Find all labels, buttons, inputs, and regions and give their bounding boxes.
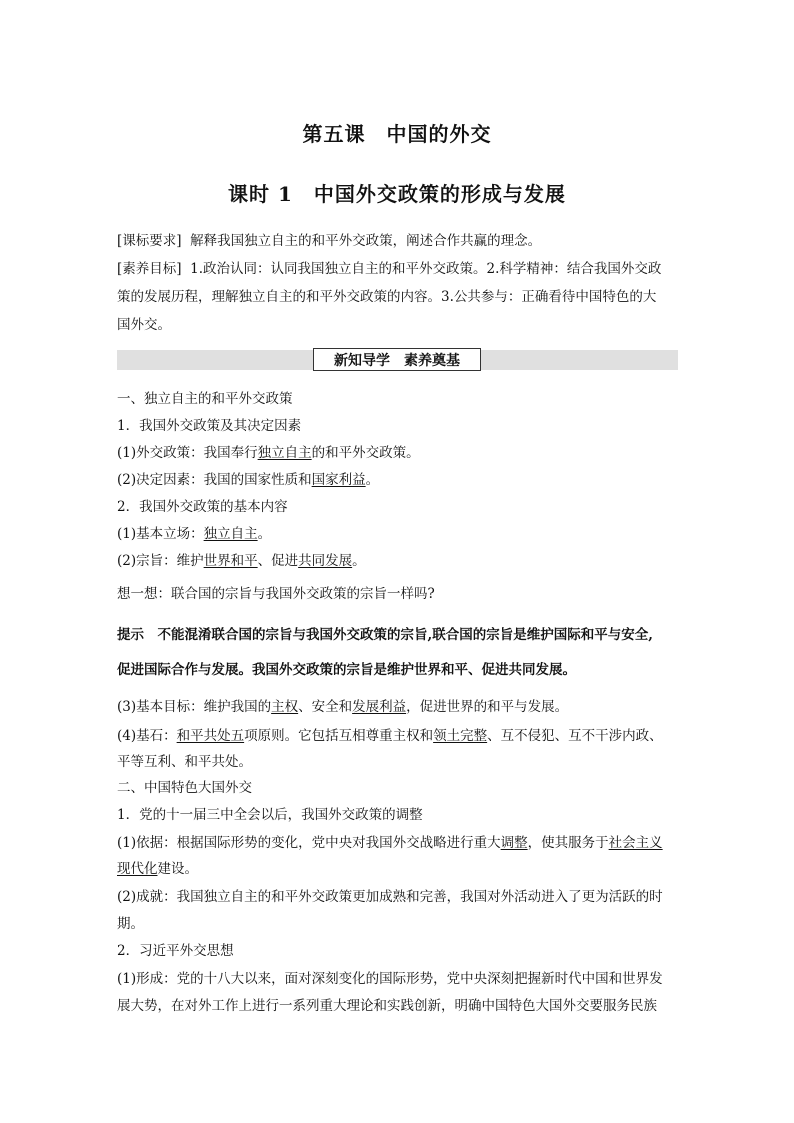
formation-line-2: 展大势，在对外工作上进行一系列重大理论和实践创新，明确中国特色大国外交要服务民族: [117, 998, 657, 1014]
blank-answer: 国家利益: [311, 472, 366, 488]
literacy-text-1: 1.政治认同：认同我国独立自主的和平外交政策。2.科学精神：结合我国外交政: [190, 261, 662, 277]
text: ，促进世界的和平与发展。: [406, 699, 569, 715]
lesson-title: 第五课 中国的外交: [302, 122, 492, 146]
curriculum-tag: [课标要求]: [117, 233, 182, 249]
blank-answer: 独立自主: [257, 445, 312, 461]
curriculum-requirement: [117, 231, 679, 251]
text: 项原则。它包括互相尊重主权和: [244, 728, 434, 744]
blank-answer: 世界和平: [203, 553, 258, 569]
text: 建设。: [157, 861, 198, 877]
banner-left-label: 新知导学: [334, 352, 390, 369]
text: (1)基本立场：: [117, 526, 204, 542]
text: 、互不侵犯、互不干涉内政、: [487, 728, 663, 744]
text: 的和平外交政策。: [311, 445, 420, 461]
formation-line-1: (1)形成：党的十八大以来，面对深刻变化的国际形势，党中央深刻把握新时代中国和世界发: [117, 971, 663, 987]
hint-line-1: 提示 不能混淆联合国的宗旨与我国外交政策的宗旨,联合国的宗旨是维护国际和平与安全,: [117, 627, 653, 643]
text: 、安全和: [298, 699, 353, 715]
section-banner: [313, 348, 481, 371]
text: 。: [257, 526, 272, 542]
text: (3)基本目标：维护我国的: [117, 699, 272, 715]
blank-answer: 主权: [271, 699, 299, 715]
blank-answer: 调整: [500, 835, 528, 851]
basis-item-continued: [117, 859, 679, 879]
text: ，使其服务于: [527, 835, 609, 851]
section1-sub1: 1．我国外交政策及其决定因素: [117, 418, 302, 434]
blank-answer: 和平共处五: [176, 728, 245, 744]
literacy-goal-line-3: 国外交。: [117, 317, 171, 333]
blank-answer: 共同发展: [298, 553, 353, 569]
blank-answer: 独立自主: [203, 526, 258, 542]
blank-answer: 发展利益: [352, 699, 407, 715]
literacy-goal-line-1: [117, 259, 679, 279]
purpose-item: [117, 551, 679, 571]
banner-right-label: 素养奠基: [404, 352, 460, 369]
basis-item: [117, 833, 679, 853]
text: 、促进: [257, 553, 299, 569]
determining-factor-item: [117, 470, 679, 490]
basic-stance-item: [117, 524, 679, 544]
text: 。: [352, 553, 366, 569]
section1-sub2: 2．我国外交政策的基本内容: [117, 499, 288, 515]
think-question: 想一想：联合国的宗旨与我国外交政策的宗旨一样吗?: [117, 586, 435, 602]
foreign-policy-item: [117, 443, 679, 463]
blank-answer: 领土完整: [433, 728, 488, 744]
cornerstone-item-continued: 平等互利、和平共处。: [117, 754, 252, 770]
hint-line-2: 促进国际合作与发展。我国外交政策的宗旨是维护世界和平、促进共同发展。: [117, 662, 576, 678]
blank-answer: 社会主义: [608, 835, 663, 851]
achievement-line-2: 期。: [117, 916, 144, 932]
session-title: 课时 1 中国外交政策的形成与发展: [228, 182, 566, 206]
blank-answer: 现代化: [117, 861, 158, 877]
literacy-tag: [素养目标]: [117, 261, 182, 277]
text: (1)依据：根据国际形势的变化，党中央对我国外交战略进行重大: [117, 835, 501, 851]
text: (1)外交政策：我国奉行: [117, 445, 258, 461]
achievement-line-1: (2)成就：我国独立自主的和平外交政策更加成熟和完善，我国对外活动进入了更为活跃的时: [117, 889, 663, 905]
literacy-goal-line-2: 策的发展历程，理解独立自主的和平外交政策的内容。3.公共参与：正确看待中国特色的大: [117, 289, 657, 305]
cornerstone-item: [117, 726, 679, 746]
text: (2)决定因素：我国的国家性质和: [117, 472, 312, 488]
section1-heading: 一、独立自主的和平外交政策: [117, 391, 293, 407]
text: 。: [365, 472, 380, 488]
basic-goal-item: [117, 697, 679, 717]
section2-sub2: 2．习近平外交思想: [117, 943, 234, 959]
text: (2)宗旨：维护: [117, 553, 204, 569]
curriculum-text: 解释我国独立自主的和平外交政策，阐述合作共赢的理念。: [190, 233, 542, 249]
section2-heading: 二、中国特色大国外交: [117, 780, 252, 796]
text: (4)基石：: [117, 728, 177, 744]
section2-sub1: 1．党的十一届三中全会以后，我国外交政策的调整: [117, 807, 423, 823]
